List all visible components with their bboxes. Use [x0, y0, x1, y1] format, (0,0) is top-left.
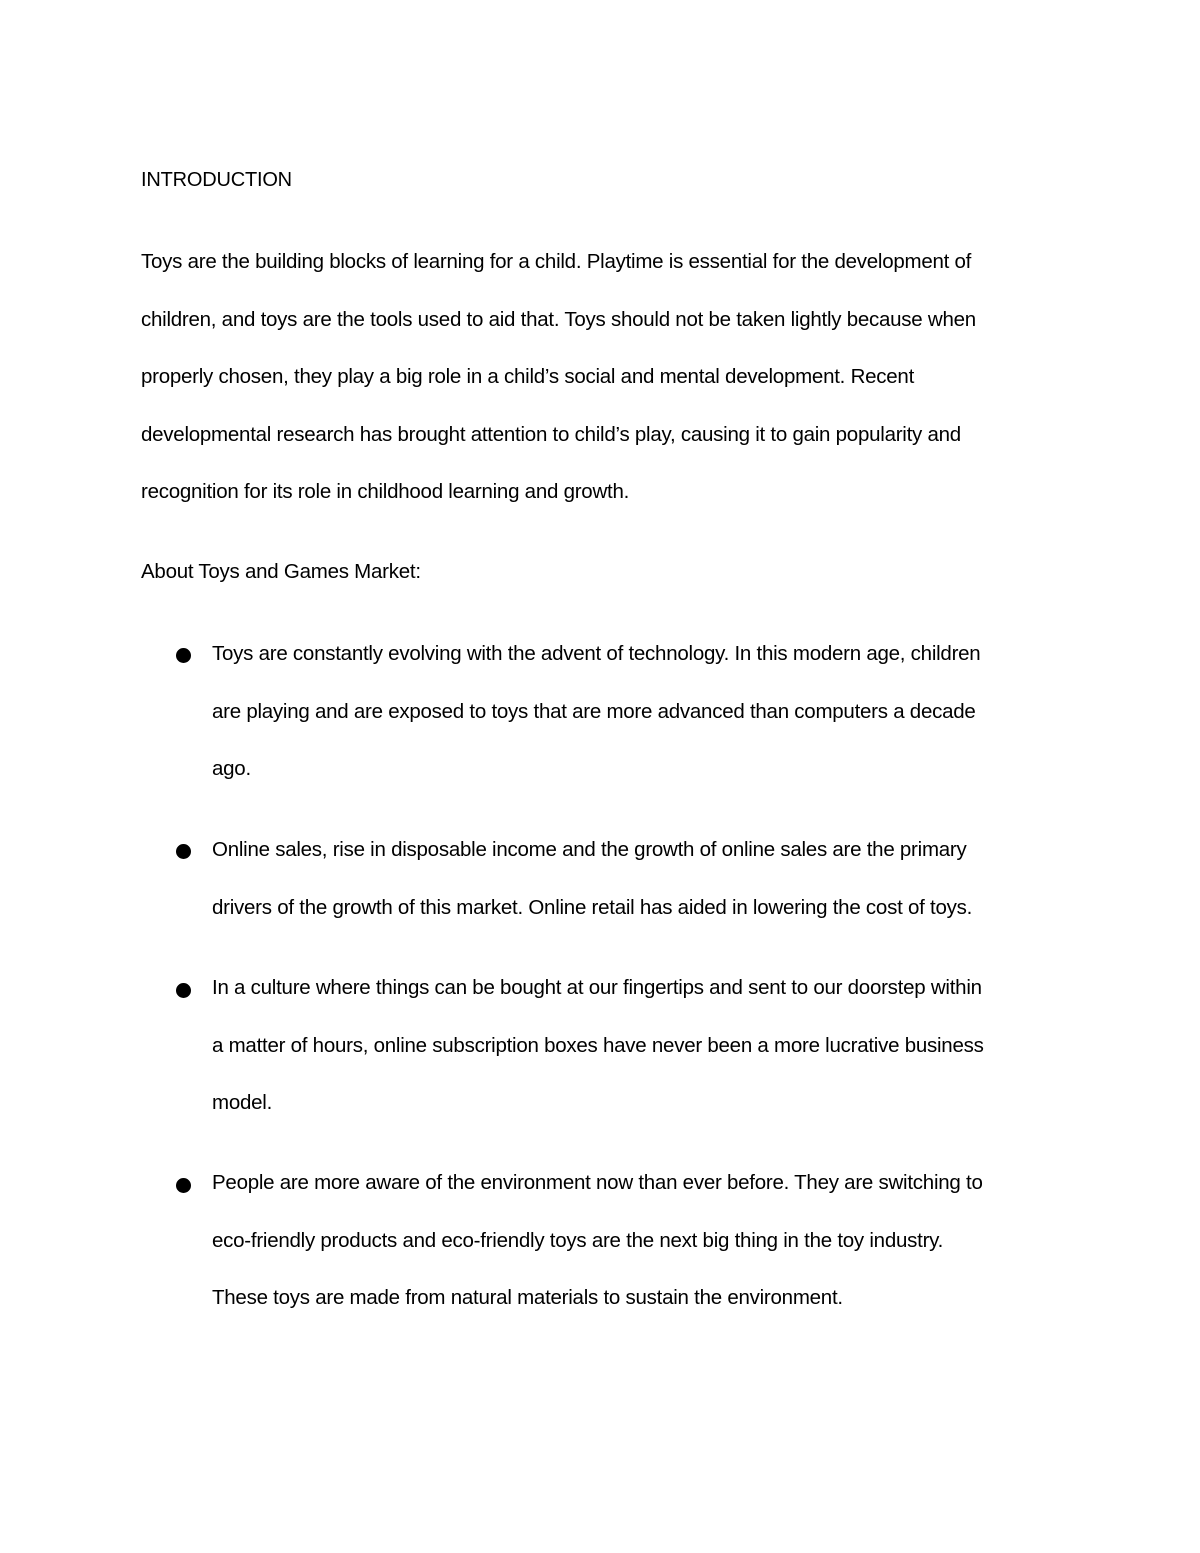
paragraph-line: children, and toys are the tools used to aid that. Toys should not be taken lightly because when [141, 307, 976, 331]
bullet-icon [176, 844, 191, 859]
market-subheading: About Toys and Games Market: [141, 560, 421, 583]
bullet-text [212, 969, 1092, 1142]
paragraph-line: recognition for its role in childhood learning and growth. [141, 480, 630, 503]
bullet-line: Online sales, rise in disposable income and the growth of online sales are the primary [212, 838, 967, 861]
paragraph-line: developmental research has brought attention to child’s play, causing it to gain popularity and [141, 422, 961, 446]
bullet-line: are playing and are exposed to toys that are more advanced than computers a decade [212, 699, 976, 723]
bullet-text [212, 1164, 1092, 1337]
bullet-line: eco-friendly products and eco-friendly toys are the next big thing in the toy industry. [212, 1228, 944, 1252]
paragraph-line: properly chosen, they play a big role in a child’s social and mental development. Recent [141, 365, 915, 388]
section-heading: INTRODUCTION [141, 169, 292, 191]
bullet-text [212, 635, 1092, 808]
bullet-icon [176, 648, 191, 663]
bullet-line: ago. [212, 757, 251, 780]
bullet-line: In a culture where things can be bought at our fingertips and sent to our doorstep within [212, 976, 982, 999]
bullet-line: drivers of the growth of this market. Online retail has aided in lowering the cost of toys. [212, 895, 973, 919]
bullet-line: a matter of hours, online subscription boxes have never been a more lucrative business [212, 1033, 984, 1057]
intro-paragraph [141, 243, 1061, 531]
bullet-line: People are more aware of the environment now than ever before. They are switching to [212, 1171, 983, 1194]
bullet-text [212, 831, 1092, 946]
bullet-line: These toys are made from natural materials to sustain the environment. [212, 1286, 843, 1309]
bullet-icon [176, 1178, 191, 1193]
bullet-line: model. [212, 1091, 273, 1114]
bullet-icon [176, 983, 191, 998]
bullet-line: Toys are constantly evolving with the advent of technology. In this modern age, children [212, 642, 981, 665]
paragraph-line: Toys are the building blocks of learning for a child. Playtime is essential for the development of [141, 250, 972, 273]
